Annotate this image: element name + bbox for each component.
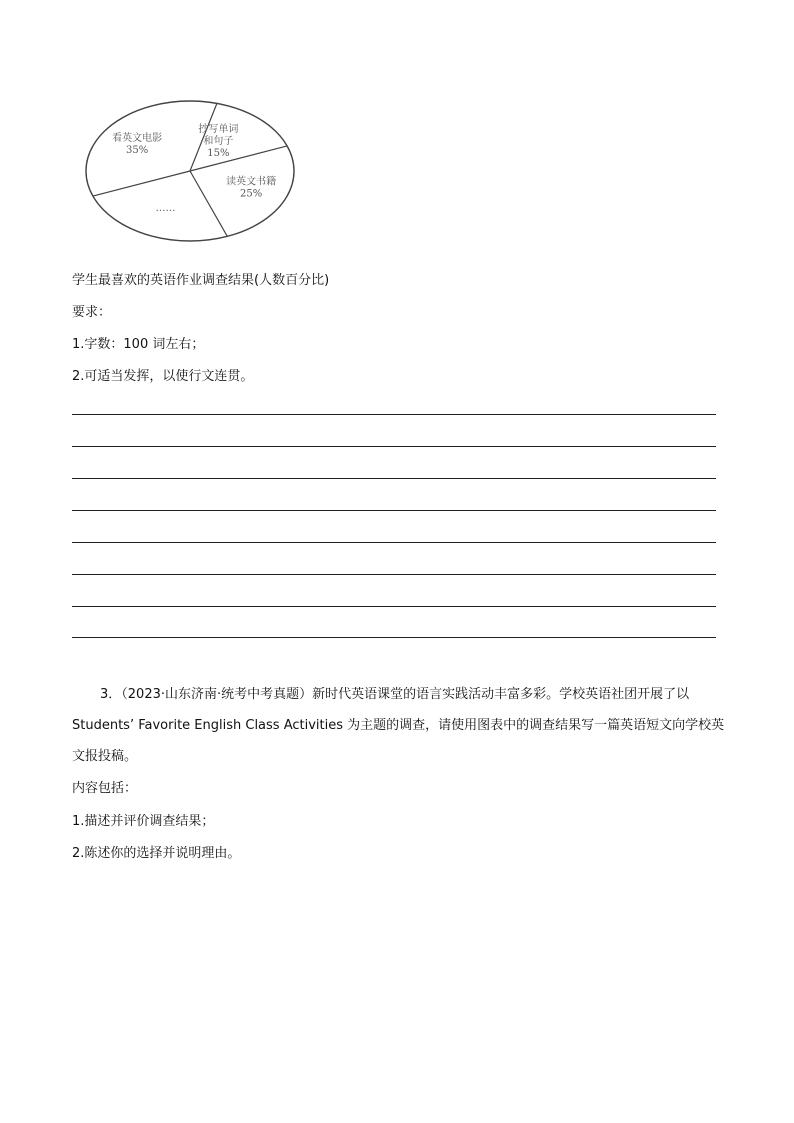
pie-slice-value: 15% (207, 147, 230, 159)
content-item-2: 2.陈述你的选择并说明理由。 (72, 846, 241, 861)
pie-slice-label: …… (155, 203, 176, 215)
question-3-line-1: 3．（2023·山东济南·统考中考真题）新时代英语课堂的语言实践活动丰富多彩。学校英语社团开展了以 (100, 687, 690, 702)
requirement-1: 1.字数：100 词左右； (72, 337, 205, 352)
answer-line[interactable] (72, 637, 716, 638)
pie-slice-label: 看英文电影 (112, 132, 163, 144)
content-title: 内容包括： (72, 781, 138, 796)
pie-slice-value: 25% (239, 188, 263, 200)
answer-line[interactable] (72, 510, 716, 511)
answer-line[interactable] (72, 478, 716, 479)
pie-slice-value: 35% (126, 144, 149, 156)
requirement-2: 2.可适当发挥，以使行文连贯。 (72, 369, 254, 384)
pie-slice-label: 和句子 (203, 135, 234, 147)
question-3-line-3: 文报投稿。 (72, 749, 138, 764)
pie-slice-label: 抄写单词 (198, 123, 239, 135)
answer-line[interactable] (72, 606, 716, 607)
content-item-1: 1.描述并评价调查结果； (72, 814, 215, 829)
pie-chart (70, 95, 310, 260)
answer-line[interactable] (72, 542, 716, 543)
answer-line[interactable] (72, 414, 716, 415)
requirements-title: 要求： (72, 305, 112, 320)
chart-caption: 学生最喜欢的英语作业调查结果(人数百分比) (72, 273, 330, 288)
answer-line[interactable] (72, 574, 716, 575)
answer-line[interactable] (72, 446, 716, 447)
question-3-line-2: Students’ Favorite English Class Activities 为主题的调查，请使用图表中的调查结果写一篇英语短文向学校英 (72, 718, 725, 733)
pie-slice-label: 读英文书籍 (226, 176, 277, 188)
